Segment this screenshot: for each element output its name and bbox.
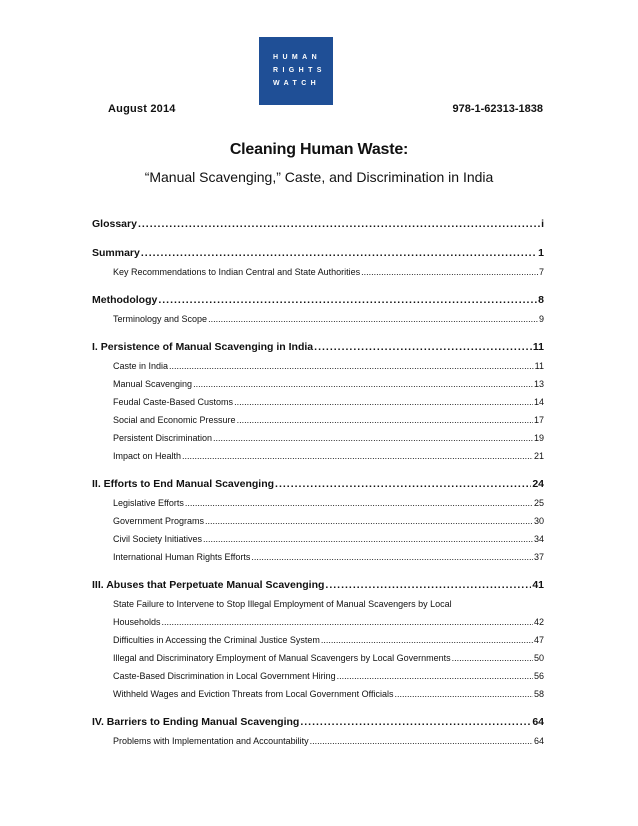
- toc-page: 47: [533, 635, 544, 645]
- toc-label: Government Programs: [113, 516, 205, 526]
- toc-entry-manual-scavenging[interactable]: [92, 371, 544, 389]
- toc-page: 17: [533, 415, 544, 425]
- toc-page: 8: [538, 294, 544, 306]
- toc-label: Methodology: [92, 294, 158, 306]
- toc-page: 64: [532, 716, 544, 728]
- toc-label: State Failure to Intervene to Stop Illegal Employment of Manual Scavengers by Local: [113, 599, 452, 609]
- toc-label: Impact on Health: [113, 451, 182, 461]
- toc-page: 34: [533, 534, 544, 544]
- toc-page: 25: [533, 498, 544, 508]
- report-subtitle: “Manual Scavenging,” Caste, and Discrimination in India: [144, 169, 494, 185]
- toc-label: Legislative Efforts: [113, 498, 184, 508]
- toc-label: Households: [113, 617, 161, 627]
- toc-entry-section-1[interactable]: [92, 335, 544, 353]
- toc-label: Social and Economic Pressure: [113, 415, 236, 425]
- toc-page: 7: [538, 267, 544, 277]
- toc-entry-section-2[interactable]: [92, 472, 544, 490]
- toc-label: International Human Rights Efforts: [113, 552, 251, 562]
- toc-label: Difficulties in Accessing the Criminal Justice System: [113, 635, 320, 645]
- toc-label: Problems with Implementation and Accountability: [113, 736, 309, 746]
- toc-entry-glossary[interactable]: [92, 212, 544, 230]
- toc-entry-persistent-discrimination[interactable]: [92, 425, 544, 443]
- toc-entry-withheld-wages[interactable]: [92, 681, 544, 699]
- toc-page: 1: [538, 247, 544, 259]
- toc-entry-state-failure-line1[interactable]: [92, 591, 544, 609]
- toc-page: 21: [533, 451, 544, 461]
- toc-entry-section-3[interactable]: [92, 573, 544, 591]
- hrw-logo: [259, 37, 333, 105]
- toc-entry-impact-on-health[interactable]: [92, 443, 544, 461]
- toc-entry-state-failure-line2[interactable]: [92, 609, 544, 627]
- toc-label: Manual Scavenging: [113, 379, 193, 389]
- toc-page: 11: [534, 361, 544, 371]
- toc-entry-feudal-customs[interactable]: [92, 389, 544, 407]
- toc-entry-key-recommendations[interactable]: [92, 259, 544, 277]
- toc-label: Civil Society Initiatives: [113, 534, 203, 544]
- toc-page: 30: [533, 516, 544, 526]
- toc-page: 41: [532, 579, 544, 591]
- toc-page: 64: [533, 736, 544, 746]
- toc-label: Caste-Based Discrimination in Local Government Hiring: [113, 671, 336, 681]
- toc-entry-criminal-justice[interactable]: [92, 627, 544, 645]
- toc-label: Feudal Caste-Based Customs: [113, 397, 234, 407]
- toc-entry-caste-in-india[interactable]: [92, 353, 544, 371]
- toc-page: i: [541, 218, 544, 230]
- logo-line-3: WATCH: [273, 80, 321, 87]
- toc-label: Persistent Discrimination: [113, 433, 213, 443]
- toc-entry-terminology[interactable]: [92, 306, 544, 324]
- toc-page: 58: [533, 689, 544, 699]
- toc-page: 13: [533, 379, 544, 389]
- toc-page: 24: [532, 478, 544, 490]
- logo-line-1: HUMAN: [273, 54, 322, 61]
- toc-label: Terminology and Scope: [113, 314, 208, 324]
- toc-page: 37: [533, 552, 544, 562]
- report-title: Cleaning Human Waste:: [229, 141, 409, 158]
- toc-page: 19: [533, 433, 544, 443]
- toc-page: 14: [533, 397, 544, 407]
- toc-label: Illegal and Discriminatory Employment of Manual Scavengers by Local Governments: [113, 653, 451, 663]
- toc-entry-summary[interactable]: [92, 241, 544, 259]
- toc-label: Caste in India: [113, 361, 169, 371]
- toc-label: I. Persistence of Manual Scavenging in India: [92, 341, 314, 353]
- toc-page: 56: [533, 671, 544, 681]
- toc-label: III. Abuses that Perpetuate Manual Scavenging: [92, 579, 325, 591]
- toc-label: IV. Barriers to Ending Manual Scavenging: [92, 716, 300, 728]
- toc-label: Summary: [92, 247, 140, 259]
- toc-page: 50: [533, 653, 544, 663]
- toc-entry-caste-hiring[interactable]: [92, 663, 544, 681]
- toc-entry-social-economic-pressure[interactable]: [92, 407, 544, 425]
- report-isbn: 978-1-62313-1838: [452, 103, 543, 115]
- toc-entry-implementation[interactable]: [92, 728, 544, 746]
- toc-entry-international-efforts[interactable]: [92, 544, 544, 562]
- toc-label: Glossary: [92, 218, 137, 230]
- toc-label: Key Recommendations to Indian Central and State Authorities: [113, 267, 361, 277]
- toc-label: II. Efforts to End Manual Scavenging: [92, 478, 275, 490]
- table-of-contents: [92, 212, 544, 746]
- toc-entry-civil-society[interactable]: [92, 526, 544, 544]
- report-date: August 2014: [108, 103, 176, 115]
- toc-entry-illegal-employment[interactable]: [92, 645, 544, 663]
- toc-entry-section-4[interactable]: [92, 710, 544, 728]
- toc-page: 42: [533, 617, 544, 627]
- toc-entry-methodology[interactable]: [92, 288, 544, 306]
- toc-page: 11: [532, 341, 544, 353]
- toc-entry-government-programs[interactable]: [92, 508, 544, 526]
- logo-line-2: RIGHTS: [273, 67, 326, 74]
- toc-entry-legislative-efforts[interactable]: [92, 490, 544, 508]
- toc-page: 9: [538, 314, 544, 324]
- toc-label: Withheld Wages and Eviction Threats from Local Government Officials: [113, 689, 394, 699]
